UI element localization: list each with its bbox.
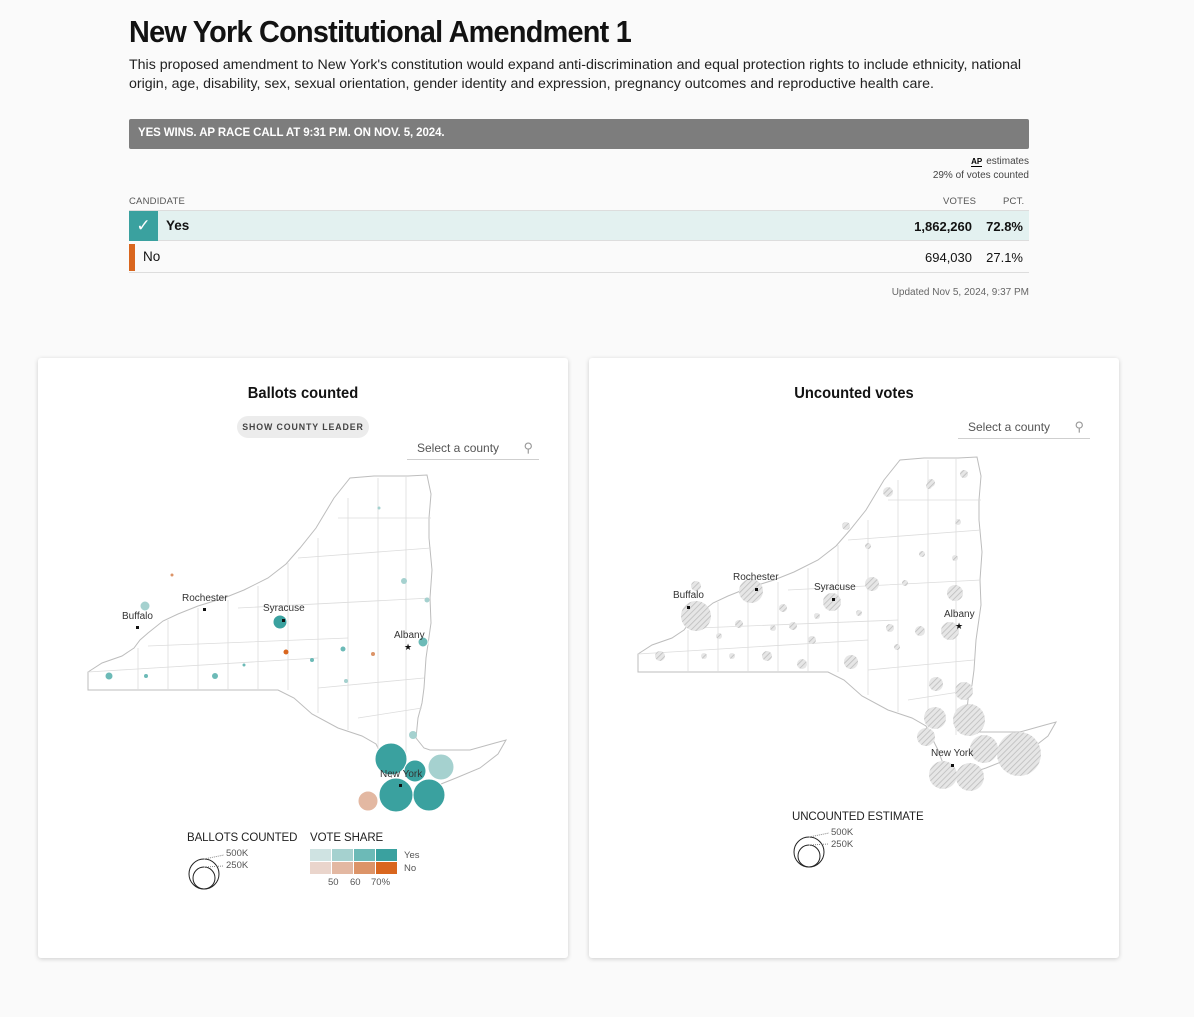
- show-county-leader-button[interactable]: SHOW COUNTY LEADER: [237, 416, 369, 438]
- uncounted-bubble: [770, 625, 776, 631]
- uncounted-bubble: [955, 519, 961, 525]
- ny-uncounted-map[interactable]: [589, 358, 1119, 958]
- legend-swatch-no-3: [354, 862, 375, 874]
- city-marker: ★: [955, 622, 964, 632]
- legend-no-label: No: [404, 863, 417, 874]
- card-title: Ballots counted: [247, 385, 359, 402]
- estimates-note: [933, 155, 1029, 183]
- estimates-label: estimates: [986, 156, 1029, 167]
- county-bubble: [144, 674, 148, 678]
- county-bubble: [106, 673, 113, 680]
- legend-swatch-no-2: [332, 862, 353, 874]
- county-bubble: [284, 650, 289, 655]
- uncounted-bubble: [844, 655, 858, 669]
- city-marker: [755, 588, 758, 591]
- uncounted-bubble: [952, 555, 958, 561]
- county-bubble: [243, 664, 246, 667]
- uncounted-bubble: [701, 653, 707, 659]
- county-bubble: [428, 754, 454, 780]
- legend-swatch-yes-3: [354, 849, 375, 861]
- county-bubble: [425, 598, 430, 603]
- city-label-rochester: Rochester: [733, 572, 779, 583]
- candidate-votes: 1,862,260: [914, 219, 972, 234]
- result-row-no: [129, 242, 1029, 273]
- county-search-placeholder: Select a county: [417, 441, 500, 455]
- county-bubble: [341, 647, 346, 652]
- city-marker: ★: [404, 643, 413, 653]
- uncounted-bubble: [956, 763, 984, 791]
- uncounted-bubble: [917, 728, 935, 746]
- result-row-yes: [129, 210, 1029, 241]
- uncounted-bubble: [681, 601, 711, 631]
- card-title: Uncounted votes: [794, 385, 914, 402]
- candidate-votes: 694,030: [925, 250, 972, 265]
- size-legend-icon: [184, 848, 229, 890]
- uncounted-bubble: [883, 487, 893, 497]
- state-outline: [88, 475, 506, 792]
- uncounted-bubble: [789, 622, 797, 630]
- uncounted-bubble: [947, 585, 963, 601]
- city-marker: [136, 626, 139, 629]
- county-bubble: [413, 779, 445, 811]
- col-header-pct: PCT.: [1003, 196, 1025, 207]
- race-description: This proposed amendment to New York's constitution would expand anti-discrimination and equal protection rights to include ethnicity, national origin, age, disability, sex, sexual orientation, gender identity and expression, pregnancy outcomes and reproductive health care.: [129, 57, 1022, 92]
- legend-size-500k: 500K: [831, 827, 854, 838]
- county-search-placeholder: Select a county: [968, 420, 1051, 434]
- uncounted-bubble: [960, 470, 968, 478]
- uncounted-bubble: [842, 522, 850, 530]
- legend-swatch-no-4: [376, 862, 397, 874]
- city-label-rochester: Rochester: [182, 593, 228, 604]
- county-bubble: [140, 601, 150, 611]
- county-bubble: [401, 578, 407, 584]
- county-bubble: [371, 652, 375, 656]
- county-bubble: [212, 673, 218, 679]
- city-label-albany: Albany: [944, 609, 975, 620]
- uncounted-bubble: [865, 543, 871, 549]
- uncounted-bubble: [655, 651, 665, 661]
- uncounted-bubble: [797, 659, 807, 669]
- city-label-albany: Albany: [394, 630, 425, 641]
- county-bubble: [310, 658, 314, 662]
- city-marker: [687, 606, 690, 609]
- votes-counted-pct: 29% of votes counted: [932, 170, 1029, 181]
- uncounted-bubble: [716, 633, 722, 639]
- legend-size-500k: 500K: [226, 848, 249, 859]
- city-marker: [399, 784, 402, 787]
- city-marker: [203, 608, 206, 611]
- winner-check-icon: ✓: [129, 211, 158, 241]
- county-bubble: [358, 791, 378, 811]
- city-marker: [832, 598, 835, 601]
- legend-size-250k: 250K: [226, 860, 249, 871]
- search-icon: ⚲: [1074, 419, 1084, 434]
- uncounted-bubble: [865, 577, 879, 591]
- county-bubble: [171, 574, 174, 577]
- uncounted-bubble: [729, 653, 735, 659]
- uncounted-bubble: [919, 551, 925, 557]
- uncounted-bubble: [955, 682, 973, 700]
- col-header-votes: VOTES: [943, 196, 977, 207]
- candidate-name: No: [143, 249, 161, 264]
- no-color-bar: [129, 244, 135, 271]
- uncounted-bubble: [894, 644, 900, 650]
- legend-ballots-counted-title: BALLOTS COUNTED: [187, 832, 298, 844]
- county-bubble: [379, 778, 413, 812]
- legend-size-250k: 250K: [831, 839, 854, 850]
- uncounted-votes-card: [589, 358, 1119, 958]
- uncounted-bubble: [926, 483, 932, 489]
- county-bubble: [344, 679, 348, 683]
- city-label-syracuse: Syracuse: [263, 603, 305, 614]
- size-legend-icon: [789, 826, 834, 868]
- legend-yes-label: Yes: [404, 850, 420, 861]
- legend-tick-70: 70%: [371, 877, 391, 888]
- uncounted-bubble: [762, 651, 772, 661]
- city-label-new-york: New York: [931, 748, 974, 759]
- county-bubble: [378, 507, 381, 510]
- page-title: New York Constitutional Amendment 1: [129, 14, 632, 49]
- race-call-text: YES WINS. AP RACE CALL AT 9:31 P.M. ON NOV. 5, 2024.: [138, 127, 445, 139]
- uncounted-bubble: [970, 735, 998, 763]
- uncounted-bubble: [929, 677, 943, 691]
- legend-swatch-yes-4: [376, 849, 397, 861]
- legend-uncounted-title: UNCOUNTED ESTIMATE: [792, 811, 924, 823]
- ap-logo: AP: [971, 157, 983, 166]
- city-label-new-york: New York: [380, 769, 423, 780]
- uncounted-bubble: [997, 732, 1041, 776]
- uncounted-bubble: [915, 626, 925, 636]
- uncounted-bubble: [823, 593, 841, 611]
- legend-vote-share-title: VOTE SHARE: [310, 832, 384, 844]
- candidate-pct: 72.8%: [986, 219, 1023, 234]
- uncounted-bubble: [735, 620, 743, 628]
- uncounted-bubble: [953, 704, 985, 736]
- uncounted-bubble: [814, 613, 820, 619]
- uncounted-bubble: [808, 636, 816, 644]
- city-marker: [951, 764, 954, 767]
- col-header-candidate: CANDIDATE: [129, 196, 185, 207]
- city-marker: [282, 619, 285, 622]
- legend-swatch-yes-2: [332, 849, 353, 861]
- legend-swatch-yes-1: [310, 849, 331, 861]
- city-label-buffalo: Buffalo: [122, 611, 153, 622]
- ballots-counted-card: [38, 358, 568, 958]
- ny-ballots-map[interactable]: [38, 358, 568, 958]
- uncounted-bubble: [779, 604, 787, 612]
- updated-timestamp: Updated Nov 5, 2024, 9:37 PM: [891, 287, 1029, 298]
- candidate-name: Yes: [166, 218, 190, 233]
- search-icon: ⚲: [523, 440, 533, 455]
- uncounted-bubble: [856, 610, 862, 616]
- legend-tick-60: 60: [350, 877, 361, 888]
- city-label-buffalo: Buffalo: [673, 590, 704, 601]
- race-call-banner: [129, 119, 1029, 149]
- city-label-syracuse: Syracuse: [814, 582, 856, 593]
- candidate-pct: 27.1%: [986, 250, 1023, 265]
- uncounted-bubble: [902, 580, 908, 586]
- legend-tick-50: 50: [328, 877, 339, 888]
- legend-swatch-no-1: [310, 862, 331, 874]
- uncounted-bubble: [886, 624, 894, 632]
- county-bubble: [409, 731, 417, 739]
- uncounted-bubble: [924, 707, 946, 729]
